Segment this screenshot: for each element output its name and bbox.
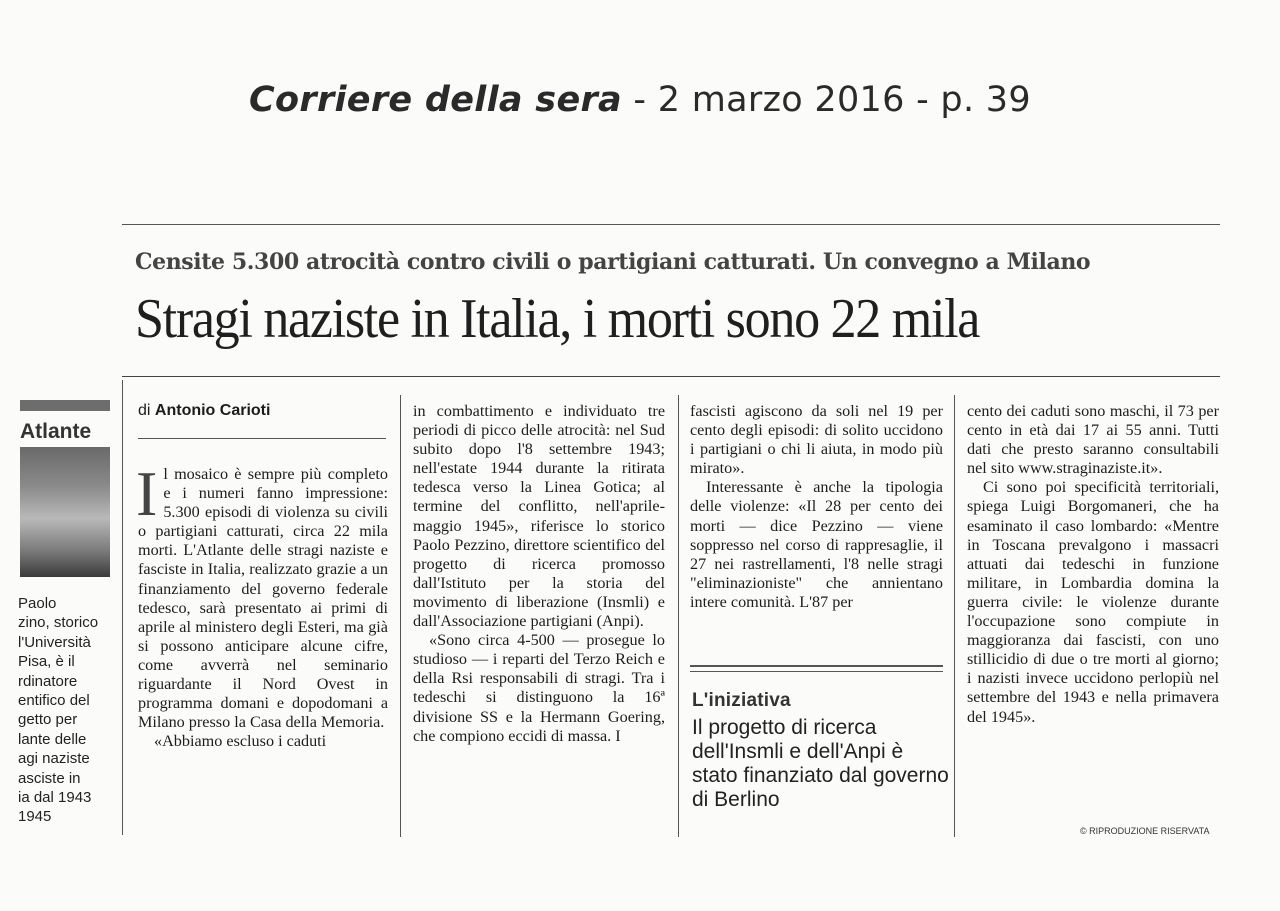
paragraph — [136, 458, 388, 732]
caption-line: lante delle — [18, 730, 87, 748]
caption-line: l'Università — [18, 633, 91, 651]
column-separator — [954, 395, 955, 837]
publication-name: Corriere della sera — [249, 80, 622, 120]
drop-cap: I — [136, 458, 158, 529]
column-1 — [136, 458, 388, 751]
box-text: Il progetto di ricerca dell'Insmli e dell'Anpi è stato finanziato dal governo di Berlino — [692, 716, 949, 811]
caption-line: asciste in — [18, 769, 81, 787]
publication-date-page: - 2 marzo 2016 - p. 39 — [621, 80, 1031, 120]
box-rule — [690, 671, 943, 672]
paragraph: in combattimento e individuato tre periodi di picco delle atrocità: nel Sud subito dopo l'8 settembre 1943; nell'estate 1944 durante la ritirata tedesca verso la Linea Gotica; al termine del conflitto, nell'aprile-maggio 1945», riferisce lo storico Paolo Pezzino, direttore scientifico del progetto di ricerca promosso dall'Istituto per la storia del movimento di liberazione (Insmli) e dall'Associazione partigiani (Anpi). — [413, 402, 665, 631]
column-separator — [122, 380, 123, 835]
caption-line: Pisa, è il — [18, 653, 75, 671]
paragraph: Ci sono poi specificità territoriali, spiega Luigi Borgomaneri, che ha esaminato il caso lombardo: «Mentre in Toscana prevalgono i massacri attuati dai tedeschi in funzione militare, in Lombardia domina la guerra civile: le violenze durante l'occupazione sono compiute in maggioranza dai fascisti, con uno stillicidio di due o tre morti al giorno; i nazisti invece uccidono perlopiù nel settembre del 1943 e nella primavera del 1945». — [967, 478, 1219, 726]
column-separator — [400, 395, 401, 837]
photo-caption — [18, 594, 118, 827]
headline-rule — [122, 376, 1220, 377]
copyright-notice: © RIPRODUZIONE RISERVATA — [1080, 826, 1210, 836]
caption-line: agi naziste — [18, 750, 90, 768]
column-2 — [413, 402, 665, 746]
caption-line: zino, storico — [18, 614, 99, 632]
caption-line: Paolo — [18, 595, 57, 612]
caption-line: 1945 — [18, 808, 52, 826]
top-rule — [122, 224, 1220, 225]
column-4 — [967, 402, 1219, 727]
paragraph: Interessante è anche la tipologia delle violenze: «Il 28 per cento dei morti — dice Pezzino — viene soppresso nel corso di rappresaglie, il 27 nei rastrellamenti, l'8 nelle stragi "eliminazioniste" che annientano intere comunità. L'87 per — [690, 478, 943, 611]
box-label: L'iniziativa — [692, 690, 791, 711]
author-name: Antonio Carioti — [154, 402, 271, 419]
portrait-photo — [20, 447, 110, 577]
column-3 — [690, 402, 943, 612]
paragraph: «Sono circa 4-500 — prosegue lo studioso — i reparti del Terzo Reich e della Rsi responsabili di stragi. Tra i tedeschi si distinguono la 16ª divisione SS e la Hermann Goering, che compiono eccidi di massa. I — [413, 631, 665, 745]
paragraph: cento dei caduti sono maschi, il 73 per cento in età dai 17 ai 55 anni. Tutti dati che presto saranno consultabili nel sito www.straginaziste.it». — [967, 402, 1219, 478]
kicker: Censite 5.300 atrocità contro civili o partigiani catturati. Un convegno a Milano — [135, 249, 1091, 275]
caption-line: ia dal 1943 — [18, 789, 92, 807]
box-rule — [690, 665, 943, 667]
atlante-bar — [20, 400, 110, 411]
caption-line: entifico del — [18, 692, 90, 710]
paragraph-text: l mosaico è sempre più completo e i numeri fanno impressione: 5.300 episodi di violenza su civili o partigiani catturati, circa 22 mila morti. L'Atlante delle stragi naziste e fasciste in Italia, realizzato grazie a un finanziamento del governo federale tedesco, sarà presentato ai primi di aprile al ministero degli Esteri, ma già si possono anticipare alcune cifre, come avverrà nel seminario riguardante il Nord Ovest in programma domani e dopodomani a Milano presso la Casa della Memoria. — [138, 465, 388, 732]
byline — [138, 402, 270, 420]
caption-line: getto per — [18, 711, 78, 729]
paragraph: «Abbiamo escluso i caduti — [154, 732, 327, 751]
headline: Stragi naziste in Italia, i morti sono 22 mila — [135, 288, 980, 350]
caption-line: rdinatore — [18, 672, 78, 690]
paragraph: fascisti agiscono da soli nel 19 per cento degli episodi: di solito uccidono i partigiani o chi li aiuta, in modo più mirato». — [690, 402, 943, 478]
atlante-title: Atlante — [20, 420, 92, 443]
byline-rule — [138, 438, 386, 439]
source-line — [0, 80, 1280, 120]
column-separator — [678, 395, 679, 837]
byline-prefix: di — [138, 402, 155, 419]
